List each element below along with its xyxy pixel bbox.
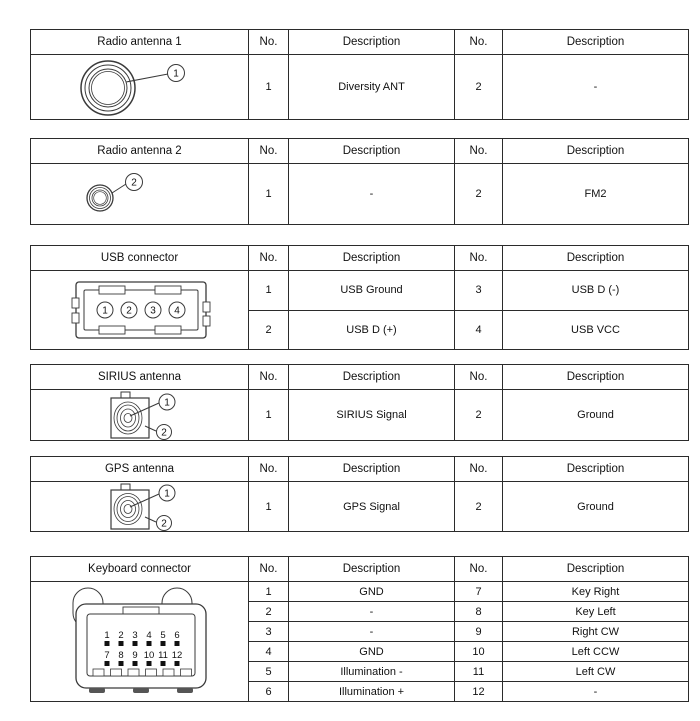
col-no2-header: No. [455,557,503,582]
pin-no: 2 [455,55,503,120]
pin-no: 2 [455,482,503,532]
pin-description: GPS Signal [289,482,455,532]
table-row [31,55,689,120]
pin-label: 7 [104,650,110,661]
pin-description: - [289,602,455,622]
pin-label: 4 [174,305,180,317]
pin-description: USB Ground [289,271,455,311]
pin-description: GND [289,642,455,662]
connector-image-cell [31,271,249,350]
pin-no: 8 [455,602,503,622]
callout-label: 1 [173,68,179,80]
keyboard-connector-icon [31,582,249,701]
col-description2-header: Description [503,30,689,55]
header-row [31,557,689,582]
callout-label: 1 [164,488,170,500]
col-no-header: No. [249,457,289,482]
callout-label: 2 [161,518,167,530]
pin-description: - [503,682,689,702]
pin-description: USB D (+) [289,310,455,350]
pin-label: 3 [132,630,138,641]
pin-description: USB VCC [503,310,689,350]
pin-no: 9 [455,622,503,642]
col-no2-header: No. [455,246,503,271]
pin-label: 12 [171,650,183,661]
pin-description: GND [289,582,455,602]
pin-no: 1 [249,482,289,532]
pin-label: 9 [132,650,138,661]
col-no2-header: No. [455,365,503,390]
radio-antenna-2-icon [31,164,249,224]
col-description-header: Description [289,457,455,482]
pin-description: - [503,55,689,120]
pin-no: 3 [455,271,503,311]
table-title: GPS antenna [31,457,249,482]
pin-label: 11 [158,650,168,661]
col-no2-header: No. [455,30,503,55]
radio-antenna-1-icon [31,55,249,119]
col-no-header: No. [249,557,289,582]
callout-label: 2 [161,427,167,439]
pin-no: 7 [455,582,503,602]
header-row [31,457,689,482]
col-description-header: Description [289,139,455,164]
col-description2-header: Description [503,139,689,164]
pin-no: 1 [249,55,289,120]
table-title: USB connector [31,246,249,271]
pin-label: 2 [126,305,132,317]
col-description-header: Description [289,557,455,582]
col-description-header: Description [289,365,455,390]
pin-description: FM2 [503,164,689,225]
radio-antenna-1-table [30,29,689,120]
pin-no: 10 [455,642,503,662]
pin-no: 12 [455,682,503,702]
col-no2-header: No. [455,457,503,482]
table-row [31,582,689,602]
header-row [31,30,689,55]
pin-no: 5 [249,662,289,682]
col-description2-header: Description [503,246,689,271]
pin-description: Key Right [503,582,689,602]
pin-no: 11 [455,662,503,682]
pin-label: 1 [102,305,108,317]
sirius-antenna-icon [31,390,249,440]
col-no-header: No. [249,365,289,390]
pin-label: 8 [118,650,124,661]
col-no-header: No. [249,246,289,271]
pin-no: 2 [249,602,289,622]
gps-antenna-icon [31,482,249,531]
table-row [31,482,689,532]
pin-description: Ground [503,390,689,441]
pin-no: 3 [249,622,289,642]
usb-connector-icon [31,271,249,349]
col-no-header: No. [249,30,289,55]
col-description-header: Description [289,30,455,55]
keyboard-connector-table [30,556,689,702]
pin-label: 3 [150,305,156,317]
pin-no: 4 [455,310,503,350]
pin-description: SIRIUS Signal [289,390,455,441]
table-title: Radio antenna 1 [31,30,249,55]
pin-no: 4 [249,642,289,662]
pin-description: Key Left [503,602,689,622]
callout-label: 2 [131,177,137,189]
connector-image-cell [31,390,249,441]
pin-label: 4 [146,630,152,641]
pin-description: Right CW [503,622,689,642]
pin-no: 6 [249,682,289,702]
header-row [31,365,689,390]
pin-description: Illumination + [289,682,455,702]
pin-label: 10 [143,650,155,661]
sirius-antenna-table [30,364,689,441]
pin-label: 6 [174,630,180,641]
table-row [31,390,689,441]
col-description2-header: Description [503,557,689,582]
pin-description: - [289,164,455,225]
connector-image-cell [31,55,249,120]
header-row [31,246,689,271]
pin-label: 1 [104,630,110,641]
pin-label: 2 [118,630,124,641]
pin-no: 1 [249,390,289,441]
table-title: Keyboard connector [31,557,249,582]
col-no2-header: No. [455,139,503,164]
col-no-header: No. [249,139,289,164]
pin-description: Illumination - [289,662,455,682]
pin-description: Left CCW [503,642,689,662]
pin-no: 2 [455,390,503,441]
radio-antenna-2-table [30,138,689,225]
pin-description: Left CW [503,662,689,682]
pin-label: 5 [160,630,166,641]
connector-image-cell [31,164,249,225]
table-row [31,164,689,225]
pin-no: 1 [249,271,289,311]
pin-no: 1 [249,582,289,602]
connector-image-cell [31,482,249,532]
table-title: SIRIUS antenna [31,365,249,390]
pin-no: 2 [455,164,503,225]
pin-description: Ground [503,482,689,532]
table-title: Radio antenna 2 [31,139,249,164]
pin-no: 1 [249,164,289,225]
col-description-header: Description [289,246,455,271]
pin-description: - [289,622,455,642]
gps-antenna-table [30,456,689,532]
callout-label: 1 [164,397,170,409]
pin-description: Diversity ANT [289,55,455,120]
pin-description: USB D (-) [503,271,689,311]
col-description2-header: Description [503,365,689,390]
pin-no: 2 [249,310,289,350]
connector-image-cell [31,582,249,702]
header-row [31,139,689,164]
table-row [31,271,689,311]
usb-connector-table [30,245,689,350]
col-description2-header: Description [503,457,689,482]
page [0,29,700,721]
